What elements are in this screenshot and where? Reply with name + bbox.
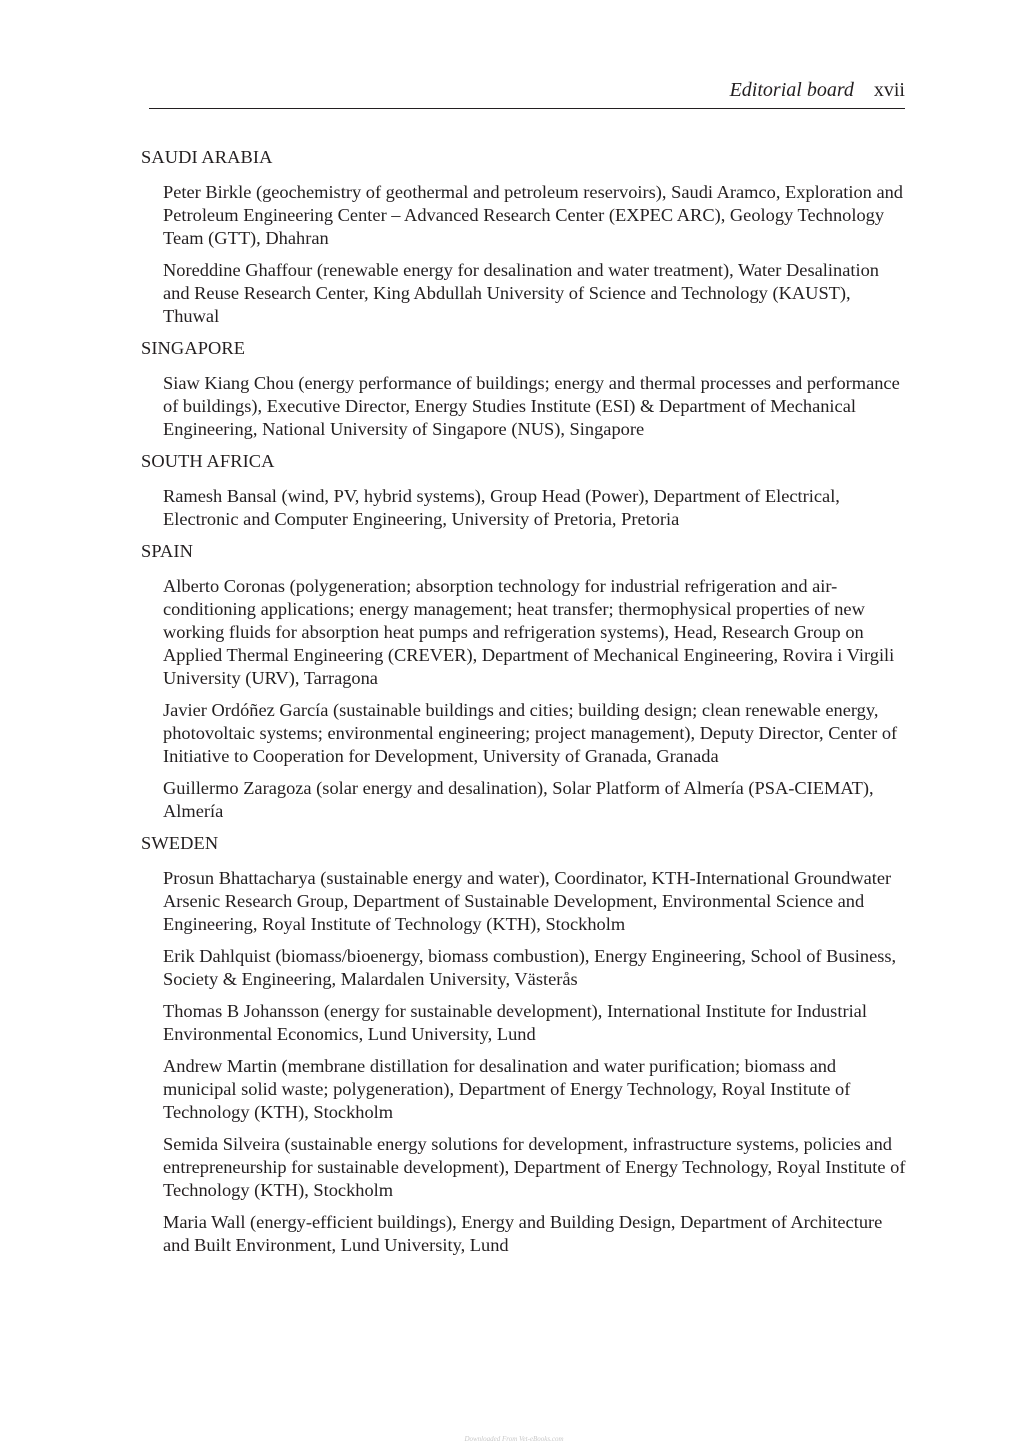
country-heading: SINGAPORE [141,338,246,358]
running-head-title: Editorial board [729,79,854,101]
country-heading: SWEDEN [141,833,219,853]
board-member-entry: Semida Silveira (sustainable energy solutions for development, infrastructure systems, policies and entrepreneurship for sustainable development), Department of Energy Technology, Royal Institute of Technology (KTH), Stockholm [163,1134,906,1200]
country-section-saudi-arabia [141,146,909,328]
board-member-entry: Maria Wall (energy-efficient buildings), Energy and Building Design, Department of Architecture and Built Environment, Lund University, Lund [163,1212,883,1255]
board-member-entry: Peter Birkle (geochemistry of geothermal and petroleum reservoirs), Saudi Aramco, Exploration and Petroleum Engineering Center – Advanced Research Center (EXPEC ARC), Geology Technology Team (GTT), Dhahran [163,182,903,248]
board-member-entry: Erik Dahlquist (biomass/bioenergy, biomass combustion), Energy Engineering, School of Business, Society & Engineering, Malardalen University, Västerås [163,946,897,989]
running-head [149,76,905,109]
country-section-south-africa [141,450,909,531]
editorial-board-list [141,146,909,1266]
board-member-entry: Guillermo Zaragoza (solar energy and desalination), Solar Platform of Almería (PSA-CIEMAT), Almería [163,778,874,821]
board-member-entry: Siaw Kiang Chou (energy performance of buildings; energy and thermal processes and performance of buildings), Executive Director, Energy Studies Institute (ESI) & Department of Mechanical Engineering, National University of Singapore (NUS), Singapore [163,373,900,439]
board-member-entry: Alberto Coronas (polygeneration; absorption technology for industrial refrigeration and air-conditioning applications; energy management; heat transfer; thermophysical properties of new working fluids for absorption heat pumps and refrigeration systems), Head, Research Group on Applied Thermal Engineering (CREVER), Department of Mechanical Engineering, Rovira i Virgili University (URV), Tarragona [163,576,895,688]
country-section-spain [141,540,909,823]
country-section-sweden [141,832,909,1257]
board-member-entry: Prosun Bhattacharya (sustainable energy and water), Coordinator, KTH-International Groundwater Arsenic Research Group, Department of Sustainable Development, Environmental Science and Engineering, Royal Institute of Technology (KTH), Stockholm [163,868,892,934]
board-member-entry: Javier Ordóñez García (sustainable buildings and cities; building design; clean renewable energy, photovoltaic systems; environmental engineering; project management), Deputy Director, Center of Initiative to Cooperation for Development, University of Granada, Granada [163,700,898,766]
board-member-entry: Andrew Martin (membrane distillation for desalination and water purification; biomass and municipal solid waste; polygeneration), Department of Energy Technology, Royal Institute of Technology (KTH), Stockholm [163,1056,851,1122]
country-heading: SAUDI ARABIA [141,147,273,167]
country-heading: SPAIN [141,541,193,561]
footer-watermark: Downloaded From Vet-eBooks.com [464,1435,564,1443]
board-member-entry: Ramesh Bansal (wind, PV, hybrid systems), Group Head (Power), Department of Electrical, Electronic and Computer Engineering, University of Pretoria, Pretoria [163,486,840,529]
page-number: xvii [873,79,905,101]
country-heading: SOUTH AFRICA [141,451,275,471]
country-section-singapore [141,337,909,441]
board-member-entry: Noreddine Ghaffour (renewable energy for desalination and water treatment), Water Desalination and Reuse Research Center, King Abdullah University of Science and Technology (KAUST), Thuwal [163,260,879,326]
board-member-entry: Thomas B Johansson (energy for sustainable development), International Institute for Industrial Environmental Economics, Lund University, Lund [163,1001,867,1044]
